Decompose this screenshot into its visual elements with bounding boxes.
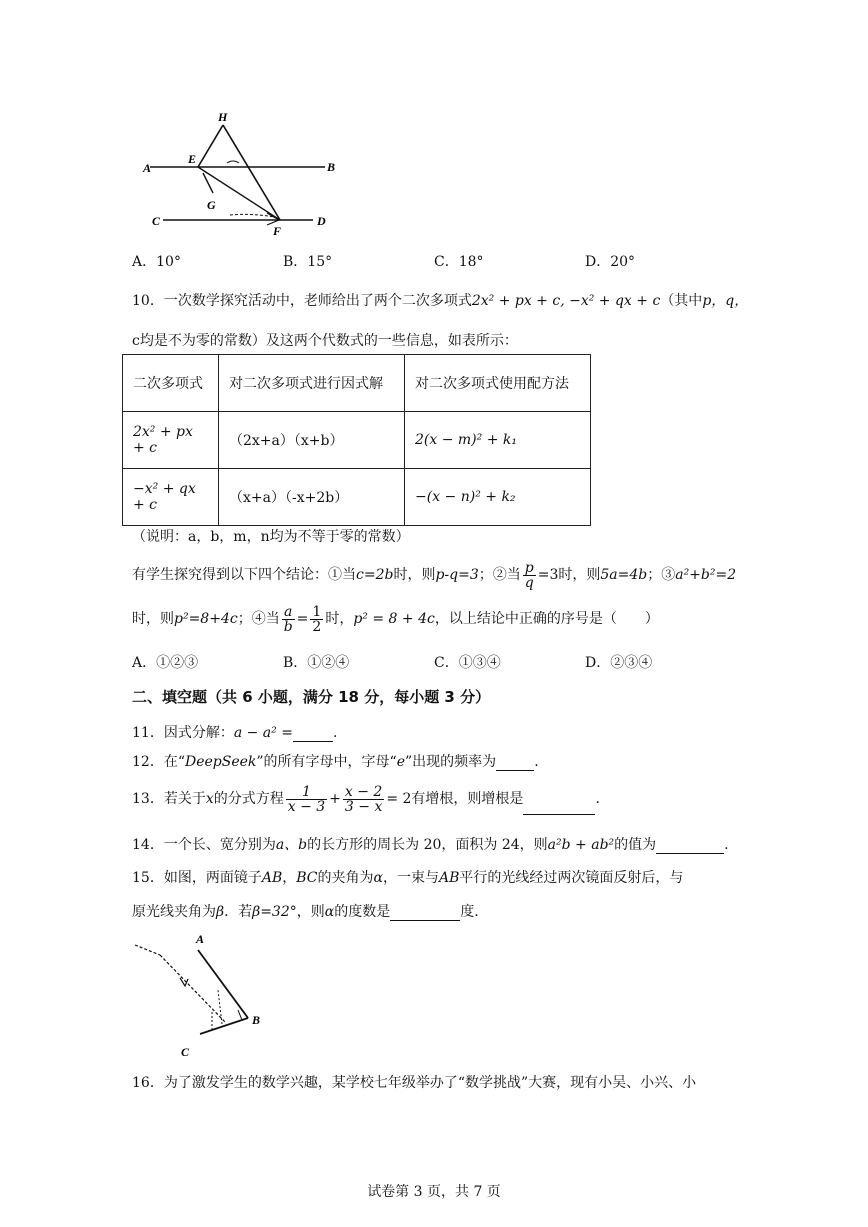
q9-option-d: D．20° — [585, 254, 636, 270]
table-row — [123, 469, 591, 526]
q11: 11．因式分解：a − a² = . — [132, 725, 338, 741]
fraction-a-b: $\frac{a}{b}$ — [283, 603, 293, 635]
line-he — [198, 125, 223, 167]
label-d: D — [317, 214, 326, 228]
light-out — [218, 990, 222, 1024]
arrow-in — [180, 978, 188, 986]
q15-line1: 15．如图，两面镜子AB，BC的夹角为α，一束与AB平行的光线经过两次镜面反射后，与 — [132, 870, 684, 886]
table-cell: （2x+a）（x+b） — [219, 412, 405, 469]
table-cell: −(x − n)² + k₂ — [405, 469, 591, 526]
answer-blank[interactable] — [390, 904, 460, 921]
q10-conclusions-line1: 有学生探究得到以下四个结论：①当c=2b时，则p-q=3；②当 $\frac{p}{q}$ =3时，则5a=4b；③a²+b²=2 — [132, 559, 737, 591]
q10-table — [122, 354, 591, 526]
table-cell: （x+a）（-x+2b） — [219, 469, 405, 526]
q9-option-b: B．15° — [283, 254, 333, 270]
line-ef — [198, 167, 280, 220]
q9-option-c: C．18° — [434, 254, 484, 270]
answer-blank[interactable] — [523, 784, 595, 815]
figure-q15 — [130, 930, 280, 1065]
q10-option-d: D．②③④ — [585, 655, 653, 671]
label-c: C — [181, 1045, 190, 1059]
label-h: H — [218, 110, 228, 124]
section-title: 二、填空题（共 6 小题，满分 18 分，每小题 3 分） — [132, 688, 491, 706]
q10-note: （说明：a，b，m，n均为不等于零的常数） — [132, 529, 410, 545]
answer-blank[interactable] — [656, 837, 724, 854]
label-g: G — [207, 198, 216, 212]
page-footer: 试卷第 3 页，共 7 页 — [367, 1184, 501, 1200]
angle-mark-e — [227, 161, 239, 163]
q13: 13．若关于x的分式方程 $\frac{1}{x - 3}$ + $\frac{x - 2}{3 - x}$ = 2有增根，则增根是 . — [132, 783, 600, 815]
mirror-ab — [198, 950, 248, 1018]
fraction-1-over-x-3: $\frac{1}{x - 3}$ — [287, 783, 326, 815]
label-a: A — [143, 161, 152, 175]
q14: 14．一个长、宽分别为a、b的长方形的周长为 20，面积为 24，则a²b + ab²的值为 . — [132, 837, 729, 853]
q9-option-a: A．10° — [132, 254, 181, 270]
q10-line1: 10．一次数学探究活动中，老师给出了两个二次多项式2x² + px + c, −x² + qx + c（其中p，q， — [132, 293, 749, 309]
label-b: B — [252, 1013, 261, 1027]
angle-mark-f — [230, 214, 275, 217]
light-mid — [160, 955, 225, 1022]
light-in — [135, 945, 160, 955]
table-header-row — [123, 355, 591, 412]
label-f: F — [273, 224, 282, 238]
answer-blank[interactable] — [496, 754, 534, 771]
table-row — [123, 412, 591, 469]
q10-line2: c均是不为零的常数）及这两个代数式的一些信息，如表所示： — [132, 333, 518, 349]
fraction-half: $\frac{1}{2}$ — [312, 603, 322, 635]
table-cell: 2x² + px + c — [123, 412, 219, 469]
q12: 12．在“DeepSeek”的所有字母中，字母“e”出现的频率为 . — [132, 754, 539, 770]
table-header: 对二次多项式进行因式解 — [219, 355, 405, 412]
q10-option-b: B．①②④ — [283, 655, 350, 671]
table-header: 对二次多项式使用配方法 — [405, 355, 591, 412]
answer-blank[interactable] — [293, 725, 333, 742]
q16: 16．为了激发学生的数学兴趣，某学校七年级举办了“数学挑战”大赛，现有小吴、小兴、小 — [132, 1075, 697, 1091]
table-cell: 2(x − m)² + k₁ — [405, 412, 591, 469]
fraction-x-2-over-3-x: $\frac{x - 2}{3 - x}$ — [344, 783, 383, 815]
label-b: B — [327, 160, 336, 174]
q10-option-a: A．①②③ — [132, 655, 199, 671]
fraction-p-q: $\frac{p}{q}$ — [524, 559, 534, 591]
q10-conclusions-line2: 时，则p²=8+4c；④当 $\frac{a}{b}$ = $\frac{1}{2}$ 时，p² = 8 + 4c，以上结论中正确的序号是（ ） — [132, 603, 659, 635]
label-a: A — [196, 932, 205, 946]
figure-q9 — [135, 105, 350, 240]
label-e: E — [188, 152, 197, 166]
label-c: C — [152, 214, 161, 228]
table-cell: −x² + qx + c — [123, 469, 219, 526]
table-header: 二次多项式 — [123, 355, 219, 412]
q10-option-c: C．①③④ — [434, 655, 501, 671]
line-hf — [223, 125, 280, 220]
q15-line2: 原光线夹角为β．若β=32°，则α的度数是 度. — [132, 904, 479, 920]
